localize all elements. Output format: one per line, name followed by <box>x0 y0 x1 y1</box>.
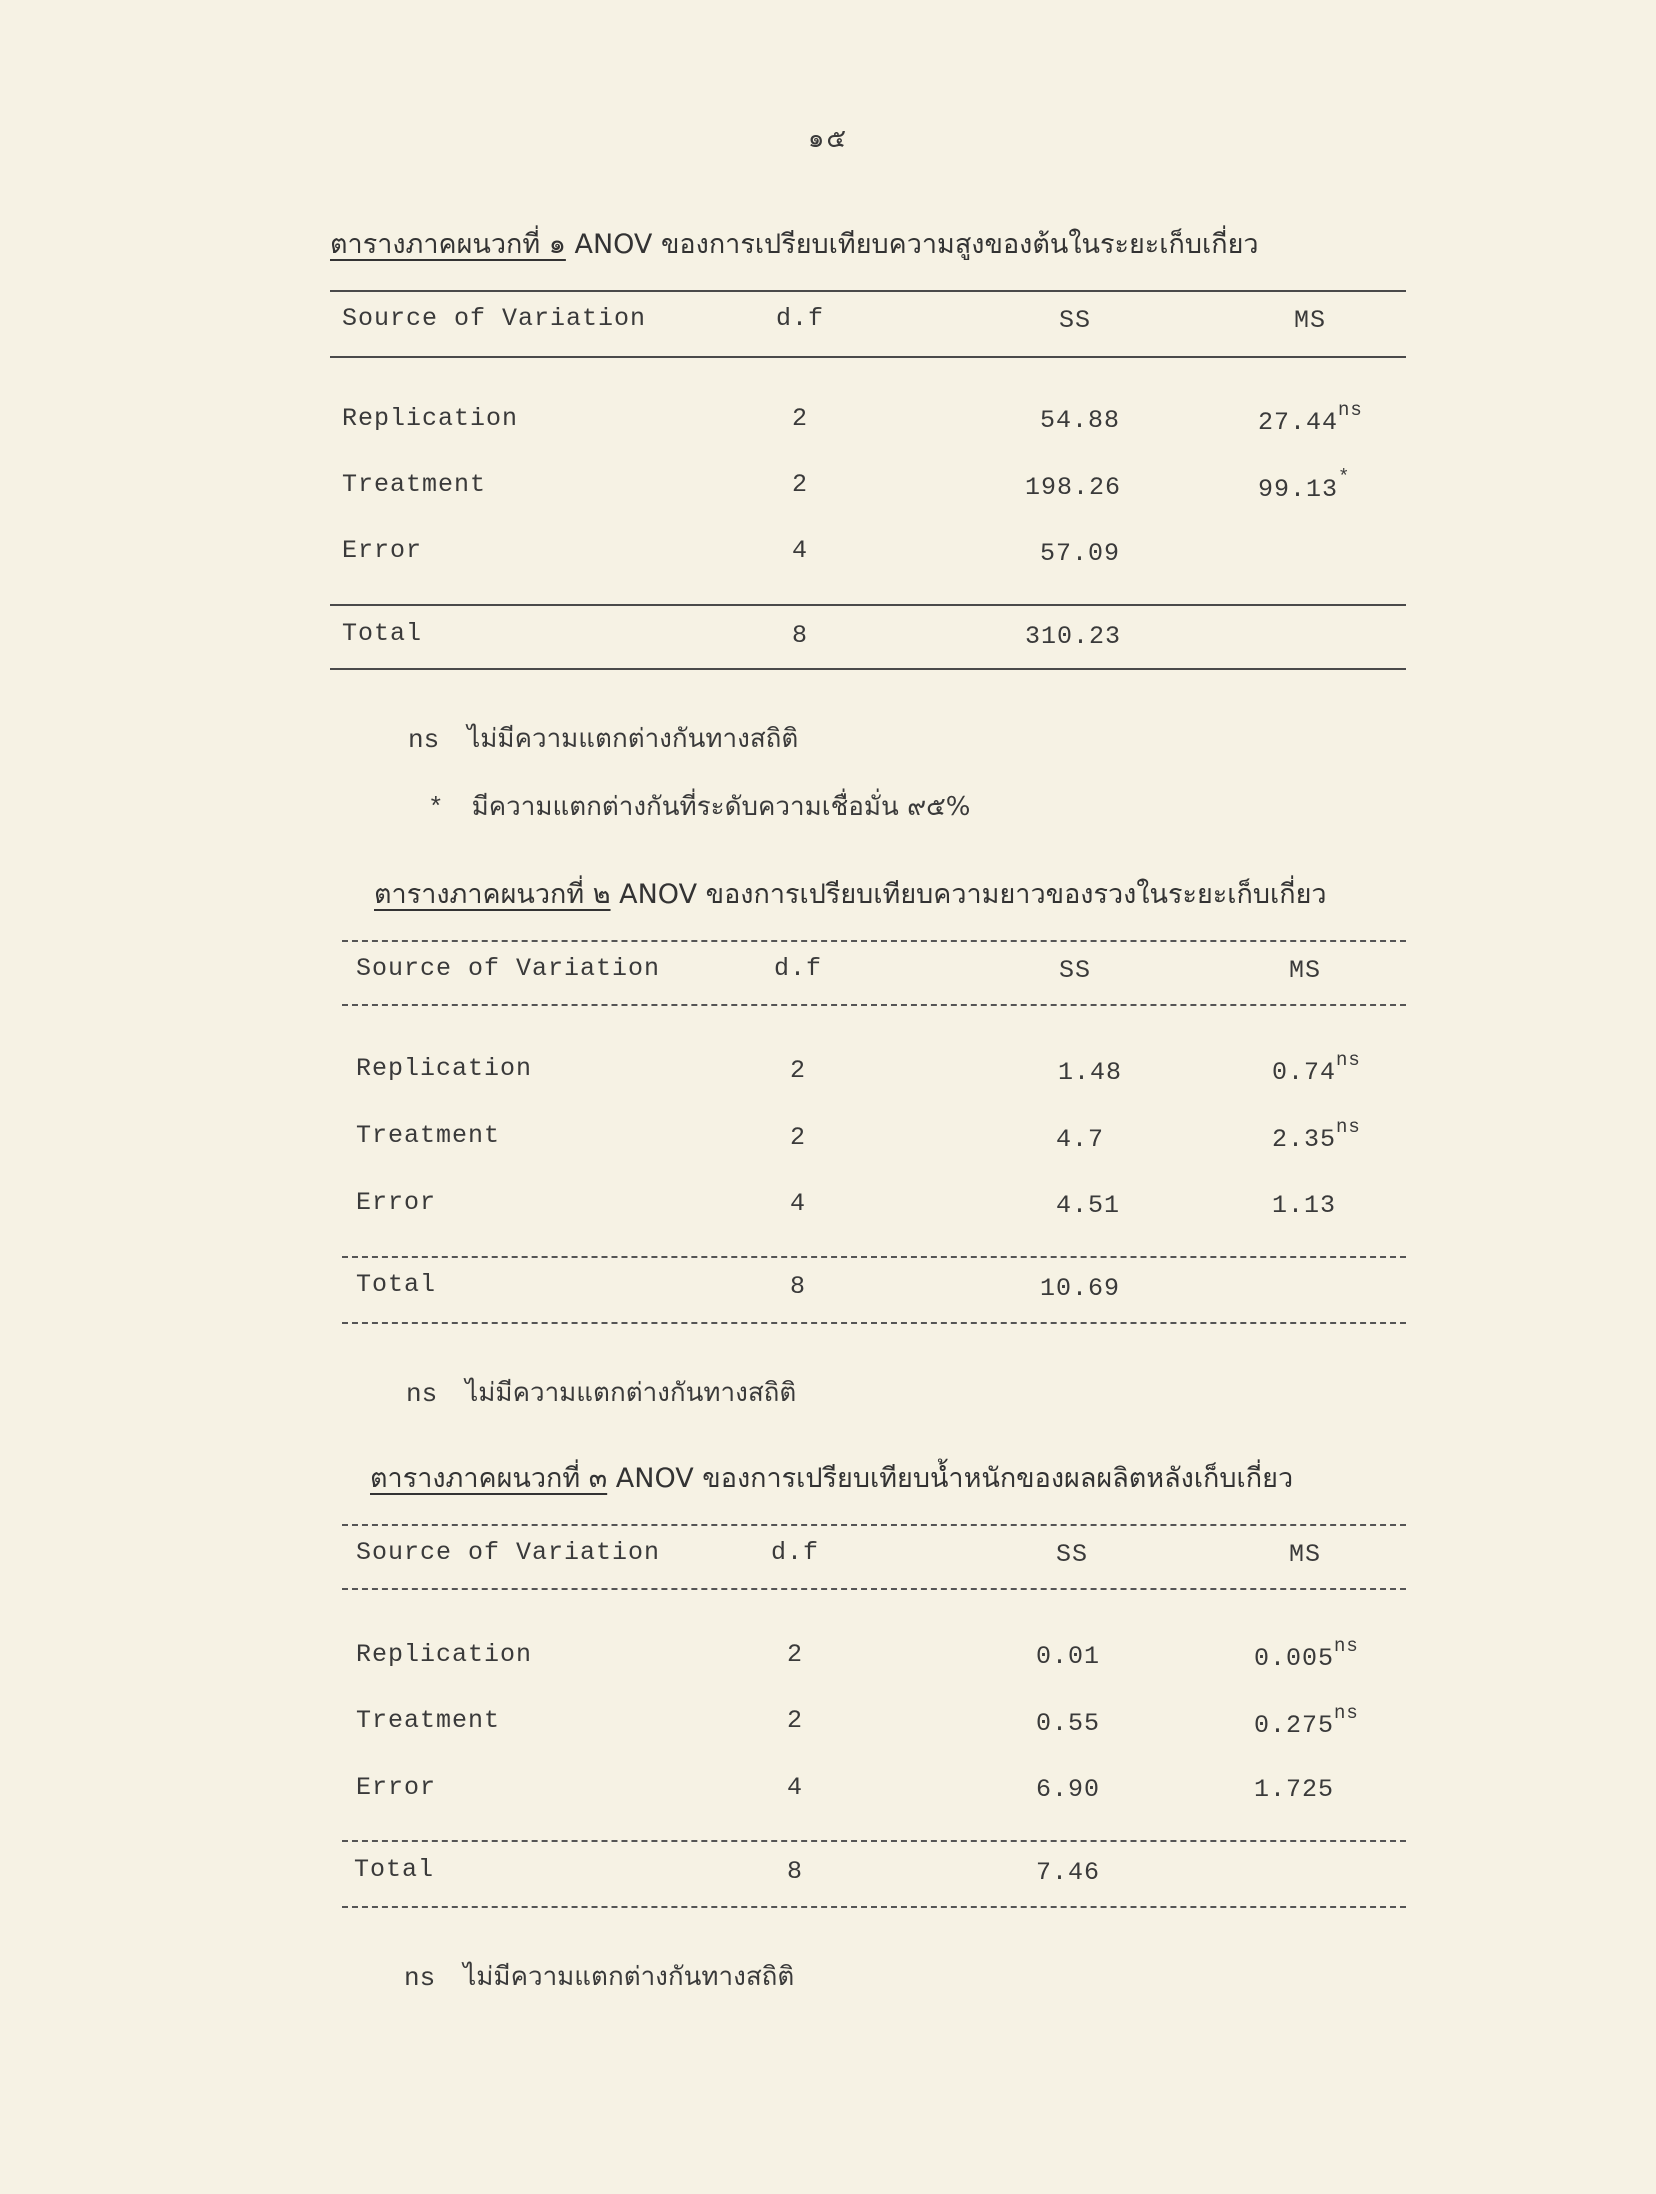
ms-value: 2.35 <box>1272 1125 1337 1154</box>
footnote-star <box>428 786 971 827</box>
row-ms <box>1254 1775 1334 1804</box>
header-source: Source of Variation <box>356 954 661 983</box>
total-rule <box>342 1256 1406 1258</box>
row-df: 2 <box>786 1706 803 1735</box>
header-ms: MS <box>1288 1540 1321 1569</box>
header-source: Source of Variation <box>356 1538 661 1567</box>
header-ss: SS <box>1058 306 1091 335</box>
table-top-rule <box>330 290 1406 292</box>
significance-mark: ns <box>1334 1635 1359 1657</box>
significance-mark: ns <box>1336 1049 1361 1071</box>
row-df: 2 <box>791 404 808 433</box>
row-ms <box>1258 466 1351 504</box>
header-ss: SS <box>1055 1540 1088 1569</box>
row-ss: 4.51 <box>1056 1191 1121 1220</box>
header-ss: SS <box>1058 956 1091 985</box>
caption-label: ตารางภาคผนวกที่ ๓ <box>370 1463 608 1494</box>
table-bottom-rule <box>342 1906 1406 1908</box>
row-ss: 6.90 <box>1036 1775 1101 1804</box>
caption-text: ANOV ของการเปรียบเทียบน้ำหนักของผลผลิตหลังเก็บเกี่ยว <box>615 1463 1294 1494</box>
footnote-symbol: * <box>428 793 444 823</box>
footnote-text: ไม่มีความแตกต่างกันทางสถิติ <box>463 1962 795 1992</box>
header-source: Source of Variation <box>342 304 647 333</box>
significance-mark: ns <box>1338 399 1363 421</box>
total-rule <box>342 1840 1406 1842</box>
total-df: 8 <box>786 1857 803 1886</box>
row-ss: 57.09 <box>1040 539 1121 568</box>
total-ss: 10.69 <box>1040 1274 1121 1303</box>
table-top-rule <box>342 1524 1406 1526</box>
footnote-ns <box>404 1956 794 1997</box>
header-ms: MS <box>1288 956 1321 985</box>
row-ms <box>1272 1116 1361 1154</box>
header-df: d.f <box>775 304 824 333</box>
footnote-text: ไม่มีความแตกต่างกันทางสถิติ <box>467 724 799 754</box>
caption-label: ตารางภาคผนวกที่ ๒ <box>374 879 611 910</box>
row-df: 2 <box>791 470 808 499</box>
caption-text: ANOV ของการเปรียบเทียบความสูงของต้นในระยะเก็บเกี่ยว <box>574 229 1259 260</box>
ms-value: 1.13 <box>1272 1191 1337 1220</box>
row-df: 4 <box>791 536 808 565</box>
header-df: d.f <box>773 954 822 983</box>
total-label: Total <box>356 1270 437 1299</box>
row-ms <box>1272 1049 1361 1087</box>
significance-mark: ns <box>1334 1702 1359 1724</box>
row-df: 4 <box>789 1189 806 1218</box>
row-ms <box>1254 1702 1359 1740</box>
total-label: Total <box>342 619 423 648</box>
ms-value: 1.725 <box>1254 1775 1335 1804</box>
row-ss: 0.55 <box>1036 1709 1101 1738</box>
header-ms: MS <box>1293 306 1326 335</box>
row-ms <box>1272 1191 1336 1220</box>
row-df: 2 <box>789 1056 806 1085</box>
caption-label: ตารางภาคผนวกที่ ๑ <box>330 229 566 260</box>
row-source: Error <box>356 1773 437 1802</box>
header-rule <box>342 1004 1406 1006</box>
header-df: d.f <box>770 1538 819 1567</box>
row-df: 2 <box>786 1640 803 1669</box>
ms-value: 0.005 <box>1254 1644 1335 1673</box>
footnote-symbol: ns <box>408 725 440 755</box>
header-rule <box>342 1588 1406 1590</box>
ms-value: 0.74 <box>1272 1058 1337 1087</box>
ms-value: 99.13 <box>1258 475 1339 504</box>
row-df: 2 <box>789 1123 806 1152</box>
total-df: 8 <box>789 1272 806 1301</box>
table-bottom-rule <box>342 1322 1406 1324</box>
total-ss: 7.46 <box>1036 1858 1101 1887</box>
footnote-ns <box>406 1372 796 1413</box>
row-source: Replication <box>356 1640 533 1669</box>
total-ss: 310.23 <box>1025 622 1122 651</box>
table-caption <box>374 872 1327 915</box>
significance-mark: ns <box>1336 1116 1361 1138</box>
footnote-ns <box>408 718 798 759</box>
total-rule <box>330 604 1406 606</box>
page-number: ๑๕ <box>807 124 849 154</box>
row-ms <box>1254 1635 1359 1673</box>
row-ss: 198.26 <box>1025 473 1122 502</box>
row-ss: 1.48 <box>1058 1058 1123 1087</box>
footnote-text: มีความแตกต่างกันที่ระดับความเชื่อมั่น ๙๕% <box>471 792 971 822</box>
row-source: Error <box>342 536 423 565</box>
row-source: Error <box>356 1188 437 1217</box>
row-source: Treatment <box>342 470 487 499</box>
caption-text: ANOV ของการเปรียบเทียบความยาวของรวงในระยะเก็บเกี่ยว <box>619 879 1327 910</box>
row-ss: 0.01 <box>1036 1642 1101 1671</box>
row-ss: 4.7 <box>1056 1125 1105 1154</box>
row-ss: 54.88 <box>1040 406 1121 435</box>
footnote-symbol: ns <box>406 1379 438 1409</box>
row-ms <box>1258 399 1363 437</box>
row-source: Treatment <box>356 1706 501 1735</box>
footnote-text: ไม่มีความแตกต่างกันทางสถิติ <box>465 1378 797 1408</box>
table-bottom-rule <box>330 668 1406 670</box>
row-source: Treatment <box>356 1121 501 1150</box>
significance-mark: * <box>1338 466 1351 488</box>
row-source: Replication <box>356 1054 533 1083</box>
header-rule <box>330 356 1406 358</box>
ms-value: 27.44 <box>1258 408 1339 437</box>
total-label: Total <box>354 1855 435 1884</box>
table-top-rule <box>342 940 1406 942</box>
row-df: 4 <box>786 1773 803 1802</box>
row-source: Replication <box>342 404 519 433</box>
total-df: 8 <box>791 621 808 650</box>
ms-value: 0.275 <box>1254 1711 1335 1740</box>
table-caption <box>370 1456 1293 1499</box>
footnote-symbol: ns <box>404 1963 436 1993</box>
table-caption <box>330 222 1259 265</box>
